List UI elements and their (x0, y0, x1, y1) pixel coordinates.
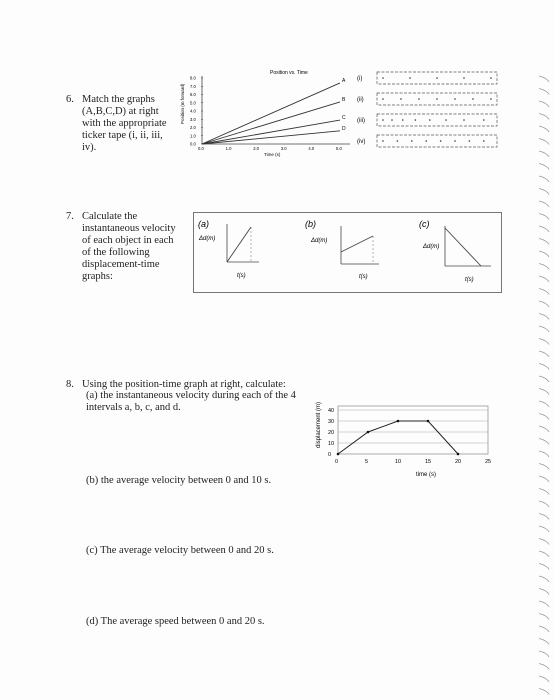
spiral-ring (539, 139, 549, 145)
q8-point (427, 420, 430, 423)
spiral-ring (539, 689, 549, 695)
spiral-ring (539, 301, 549, 307)
q8-y-tick-label: 30 (328, 419, 335, 425)
q8-points (337, 420, 460, 456)
spiral-ring (539, 339, 549, 345)
ticker-tape-label: (ii) (357, 97, 364, 103)
spiral-ring (539, 414, 549, 420)
spiral-ring (539, 201, 549, 207)
q7-graph-b (305, 219, 379, 280)
q6-chart-title: Position vs. Time (270, 70, 308, 76)
spiral-ring (539, 564, 549, 570)
q8-chart-xlabel: time (s) (416, 472, 436, 478)
spiral-ring (539, 226, 549, 232)
q7-graph-b-label: (b) (305, 219, 316, 229)
spiral-ring (539, 214, 549, 220)
q8-plot-frame (338, 406, 488, 454)
spiral-ring (539, 589, 549, 595)
q8-point (457, 453, 460, 456)
q6-series-label-D: D (342, 125, 346, 132)
ticker-dot (400, 98, 402, 100)
spiral-ring (539, 76, 549, 82)
q6-series-label-C: C (342, 115, 346, 122)
question-8d-text: (d) The average speed between 0 and 20 s. (86, 616, 265, 627)
spiral-ring (539, 601, 549, 607)
ticker-dot (382, 140, 384, 142)
q7-graph-c-line (445, 228, 481, 266)
ticker-dot (436, 98, 438, 100)
spiral-ring (539, 114, 549, 120)
ticker-dot (409, 77, 411, 79)
ticker-dot (382, 98, 384, 100)
ticker-dot (483, 119, 485, 121)
ticker-dot (429, 119, 431, 121)
q8-point (337, 453, 340, 456)
q6-series-line-A (202, 83, 340, 144)
ticker-dot (463, 119, 465, 121)
spiral-ring (539, 664, 549, 670)
displacement-time-graphs (193, 212, 503, 294)
spiral-ring (539, 289, 549, 295)
q6-x-tick-label: 1.0 (225, 146, 232, 151)
q7-graph-c-ylabel: Δd(m) (423, 244, 440, 250)
q8-chart-ylabel: displacement (m) (316, 401, 322, 448)
spiral-binding (537, 70, 553, 700)
ticker-dot (483, 140, 485, 142)
q8-grid (338, 406, 488, 454)
ticker-dot (418, 98, 420, 100)
q6-y-tick-label: 6.0 (190, 92, 196, 97)
q8-x-tick-label: 20 (455, 459, 462, 465)
spiral-ring (539, 251, 549, 257)
q6-x-tick-label: 3.0 (280, 146, 287, 151)
ticker-dot (454, 140, 456, 142)
spiral-ring (539, 576, 549, 582)
spiral-ring (539, 401, 549, 407)
q6-y-tick-label: 1.0 (190, 133, 196, 139)
q6-y-tick-label: 4.0 (190, 108, 196, 114)
q6-chart-ylabel: Position (m forward) (180, 83, 185, 124)
q8-x-tick-label: 15 (425, 459, 432, 465)
spiral-ring (539, 101, 549, 107)
ticker-tape (377, 135, 497, 147)
spiral-ring (539, 164, 549, 170)
ticker-dot (425, 140, 427, 142)
q8-y-tick-label: 10 (328, 441, 335, 447)
q7-frame (194, 213, 502, 293)
spiral-ring (539, 264, 549, 270)
question-8b-text: (b) the average velocity between 0 and 10 s. (86, 475, 272, 486)
q6-x-tick-label: 5.0 (336, 146, 342, 151)
q8-point (367, 431, 370, 434)
ticker-dot (411, 140, 413, 142)
q7-graph-a-line (227, 227, 251, 262)
spiral-ring (539, 451, 549, 457)
q6-x-tick-labels (198, 146, 342, 151)
ticker-dot (382, 119, 384, 121)
displacement-time-chart (312, 396, 502, 478)
q8-x-tick-label: 25 (485, 459, 492, 465)
q6-x-tick-label: 2.0 (253, 146, 260, 151)
spiral-ring (539, 276, 549, 282)
spiral-ring (539, 351, 549, 357)
ticker-dot (397, 140, 399, 142)
q7-graph-b-ylabel: Δd(m) (311, 238, 328, 244)
ticker-tapes (355, 66, 505, 156)
q8-y-tick-labels (328, 408, 334, 458)
q7-graph-a-label: (a) (198, 219, 209, 229)
q8-y-tick-label: 0 (328, 452, 332, 458)
spiral-ring (539, 526, 549, 532)
q6-x-tick-label: 4.0 (308, 146, 315, 151)
q7-graph-a-xlabel: t(s) (237, 273, 246, 279)
spiral-ring (539, 176, 549, 182)
q8-x-tick-label: 10 (395, 459, 402, 465)
spiral-ring (539, 501, 549, 507)
question-6-number: 6. (66, 94, 74, 105)
q6-x-tick-label: 0.0 (198, 146, 204, 151)
question-8a-text: (a) the instantaneous velocity during each of the 4 intervals a, b, c, and d. (86, 390, 296, 413)
q6-y-tick-label: 8.0 (190, 75, 196, 81)
q6-y-tick-label: 3.0 (190, 116, 196, 122)
spiral-ring (539, 314, 549, 320)
q7-graph-a-ylabel: Δd(m) (199, 236, 216, 242)
spiral-ring (539, 439, 549, 445)
ticker-dot (445, 119, 447, 121)
question-6-text: Match the graphs (A,B,C,D) at right with the appropriate ticker tape (i, ii, iii, iv). (82, 94, 167, 153)
spiral-ring (539, 614, 549, 620)
q8-y-tick-label: 40 (328, 408, 335, 414)
spiral-ring (539, 514, 549, 520)
q6-y-tick-labels (190, 76, 203, 147)
spiral-ring (539, 626, 549, 632)
ticker-dot (391, 119, 393, 121)
q6-y-tick-label: 7.0 (190, 83, 196, 89)
q7-graph-a (198, 219, 259, 279)
spiral-ring (539, 126, 549, 132)
q6-series-line-C (202, 120, 340, 144)
question-8c-text: (c) The average velocity between 0 and 20 s. (86, 545, 274, 556)
q6-y-tick-label: 0.0 (190, 141, 196, 147)
ticker-dot (415, 119, 417, 121)
ticker-dot (402, 119, 404, 121)
position-time-chart (180, 64, 355, 182)
ticker-dot (490, 98, 492, 100)
q8-x-tick-label: 0 (335, 459, 339, 465)
spiral-ring (539, 376, 549, 382)
q8-y-tick-label: 20 (328, 430, 335, 436)
ticker-tape (377, 114, 497, 126)
spiral-ring (539, 389, 549, 395)
q8-x-tick-labels (335, 459, 491, 465)
q7-graph-c (419, 219, 491, 283)
ticker-tape-label: (i) (357, 76, 363, 82)
spiral-ring (539, 539, 549, 545)
spiral-ring (539, 151, 549, 157)
ticker-dot (469, 140, 471, 142)
spiral-ring (539, 326, 549, 332)
ticker-tape-label: (iii) (357, 118, 365, 124)
ticker-dot (490, 77, 492, 79)
spiral-ring (539, 239, 549, 245)
spiral-ring (539, 551, 549, 557)
q7-graph-b-xlabel: t(s) (359, 274, 368, 280)
question-8-text: Using the position-time graph at right, calculate: (82, 379, 286, 390)
ticker-dot (454, 98, 456, 100)
question-8-number: 8. (66, 379, 74, 390)
q6-series-lines (202, 78, 346, 144)
q6-y-tick-label: 5.0 (190, 100, 196, 106)
ticker-dot (382, 77, 384, 79)
q6-series-label-A: A (342, 77, 346, 84)
q8-x-tick-label: 5 (365, 459, 369, 465)
ticker-dot (463, 77, 465, 79)
q6-chart-xlabel: Time (s) (264, 152, 281, 157)
ticker-dot (440, 140, 442, 142)
ticker-dot (472, 98, 474, 100)
spiral-ring (539, 89, 549, 95)
spiral-ring (539, 489, 549, 495)
spiral-ring (539, 476, 549, 482)
spiral-ring (539, 364, 549, 370)
spiral-ring (539, 639, 549, 645)
q8-series-line (338, 421, 458, 454)
q7-graph-b-line (341, 236, 373, 252)
question-7-number: 7. (66, 211, 74, 222)
spiral-ring (539, 464, 549, 470)
ticker-tape-label: (iv) (357, 139, 366, 145)
q6-y-tick-label: 2.0 (190, 125, 196, 130)
q7-graph-c-label: (c) (419, 219, 430, 229)
ticker-dot (436, 77, 438, 79)
spiral-ring (539, 651, 549, 657)
question-7-text: Calculate the instantaneous velocity of each object in each of the following displacement-time graphs: (82, 211, 176, 282)
spiral-ring (539, 189, 549, 195)
spiral-ring (539, 676, 549, 682)
q7-graph-c-xlabel: t(s) (465, 277, 474, 283)
q6-series-label-B: B (342, 96, 346, 103)
spiral-ring (539, 426, 549, 432)
q8-point (397, 420, 400, 423)
